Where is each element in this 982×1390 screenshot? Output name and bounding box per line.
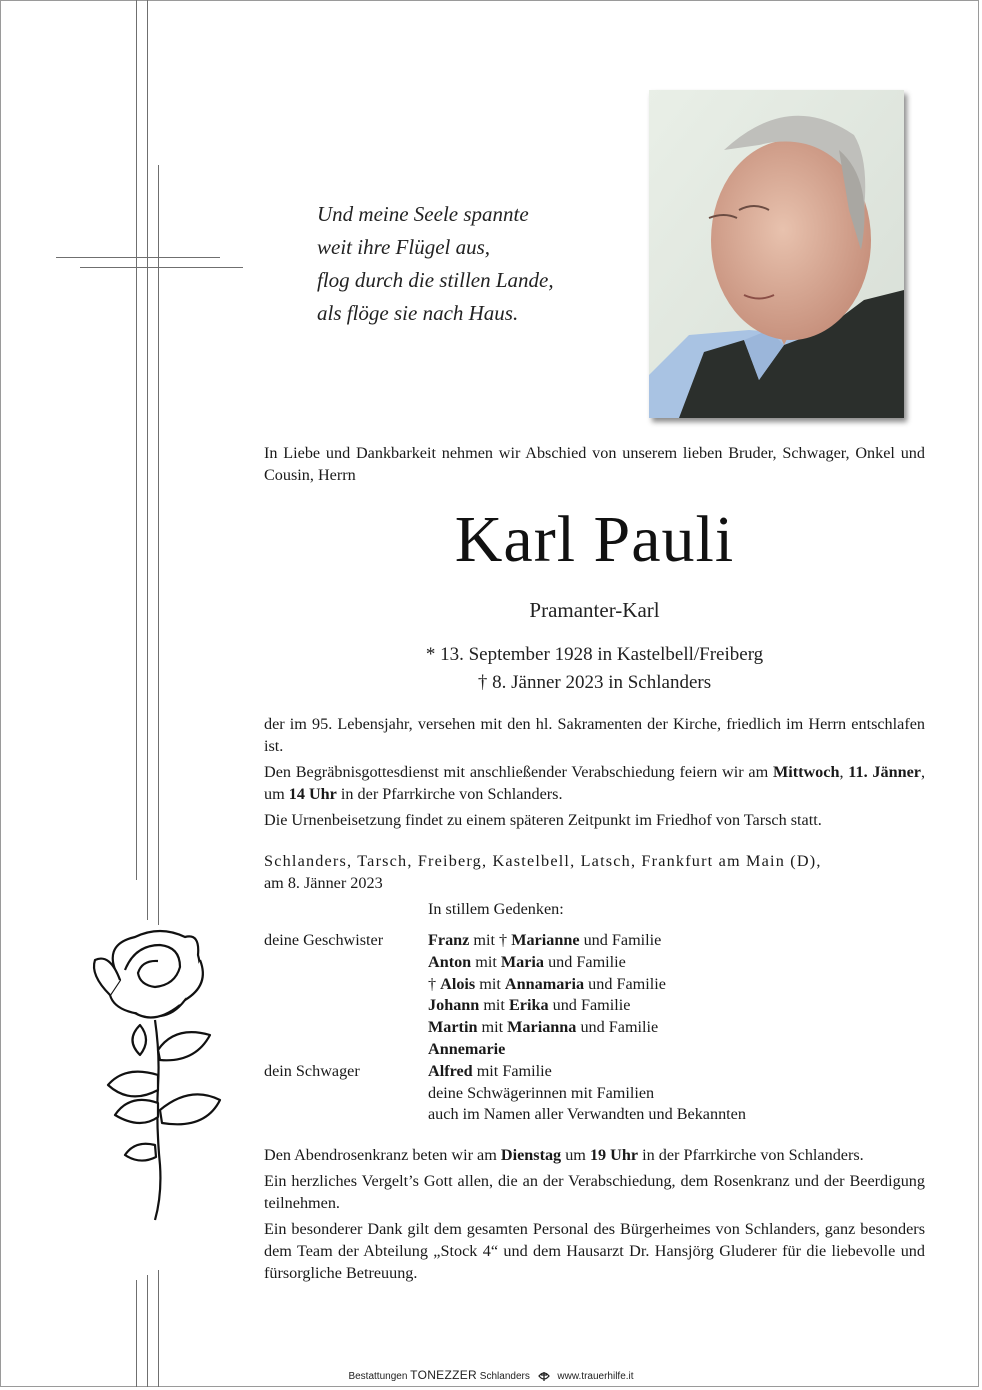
footer-town: Schlanders: [477, 1371, 530, 1382]
family-row: Anton mit Maria und Familie: [428, 953, 626, 971]
poem-line: als flöge sie nach Haus.: [317, 301, 519, 325]
poem-line: Und meine Seele spannte: [317, 202, 529, 226]
funeral-text: Den Begräbnisgottesdienst mit anschließender Verabschiedung feiern wir am Mittwoch, 11. Jänner, um 14 Uhr in der Pfarrkirche von Schlanders.: [264, 763, 926, 803]
footer-brand: TONEZZER: [410, 1368, 478, 1382]
rosary-text: Den Abendrosenkranz beten wir am Dienstag um 19 Uhr in der Pfarrkirche von Schlanders.: [264, 1146, 864, 1164]
footer-prefix: Bestattungen: [348, 1371, 411, 1382]
deceased-name: Karl Pauli: [454, 503, 735, 576]
footer-url[interactable]: www.trauerhilfe.it: [557, 1371, 634, 1382]
poem-line: weit ihre Flügel aus,: [317, 235, 491, 259]
poem-line: flog durch die stillen Lande,: [317, 268, 554, 292]
intro-text: In Liebe und Dankbarkeit nehmen wir Abschied von unserem lieben Bruder, Schwager, Onkel und Cousin, Herrn: [264, 444, 925, 484]
places-line: Schlanders, Tarsch, Freiberg, Kastelbell, Latsch, Frankfurt am Main (D),: [264, 852, 822, 870]
label-siblings: deine Geschwister: [264, 931, 384, 949]
family-row: Franz mit † Marianne und Familie: [428, 931, 662, 949]
life-dates: [264, 641, 925, 697]
family-row: auch im Namen aller Verwandten und Bekannten: [428, 1105, 746, 1123]
nickname: Pramanter-Karl: [529, 598, 660, 622]
announcement-block: [264, 713, 925, 835]
family-row: † Alois mit Annamaria und Familie: [428, 975, 666, 993]
family-row: Annemarie: [428, 1040, 506, 1058]
label-brother-in-law: dein Schwager: [264, 1062, 360, 1080]
urn-text: Die Urnenbeisetzung findet zu einem späteren Zeitpunkt im Friedhof von Tarsch statt.: [264, 811, 822, 829]
birth-line: * 13. September 1928 in Kastelbell/Freiberg: [425, 644, 764, 665]
footer: [0, 1368, 982, 1382]
trauerhilfe-logo-icon: [537, 1370, 551, 1382]
place-date: am 8. Jänner 2023: [264, 874, 383, 892]
portrait-photo: [649, 90, 904, 418]
family-row: Martin mit Marianna und Familie: [428, 1018, 659, 1036]
closing-block: [264, 1144, 925, 1288]
special-thanks-text: Ein besonderer Dank gilt dem gesamten Personal des Bürgerheimes von Schlanders, ganz besonders dem Team der Abteilung „Stock 4“ und dem Hausarzt Dr. Hansjörg Gluderer für die liebevolle und fürsorgliche Betreuung.: [264, 1220, 925, 1282]
poem: [317, 198, 554, 330]
family-row: deine Schwägerinnen mit Familien: [428, 1084, 655, 1102]
rose-icon: [80, 925, 250, 1225]
family-row: Johann mit Erika und Familie: [428, 996, 631, 1014]
in-memory-heading: In stillem Gedenken:: [428, 900, 564, 918]
thanks-text: Ein herzliches Vergelt’s Gott allen, die an der Verabschiedung, dem Rosenkranz und der Beerdigung teilnehmen.: [264, 1172, 925, 1212]
death-text: der im 95. Lebensjahr, versehen mit den hl. Sakramenten der Kirche, friedlich im Herrn entschlafen ist.: [264, 715, 925, 755]
death-line: † 8. Jänner 2023 in Schlanders: [477, 672, 712, 693]
family-row: Alfred mit Familie: [428, 1062, 552, 1080]
